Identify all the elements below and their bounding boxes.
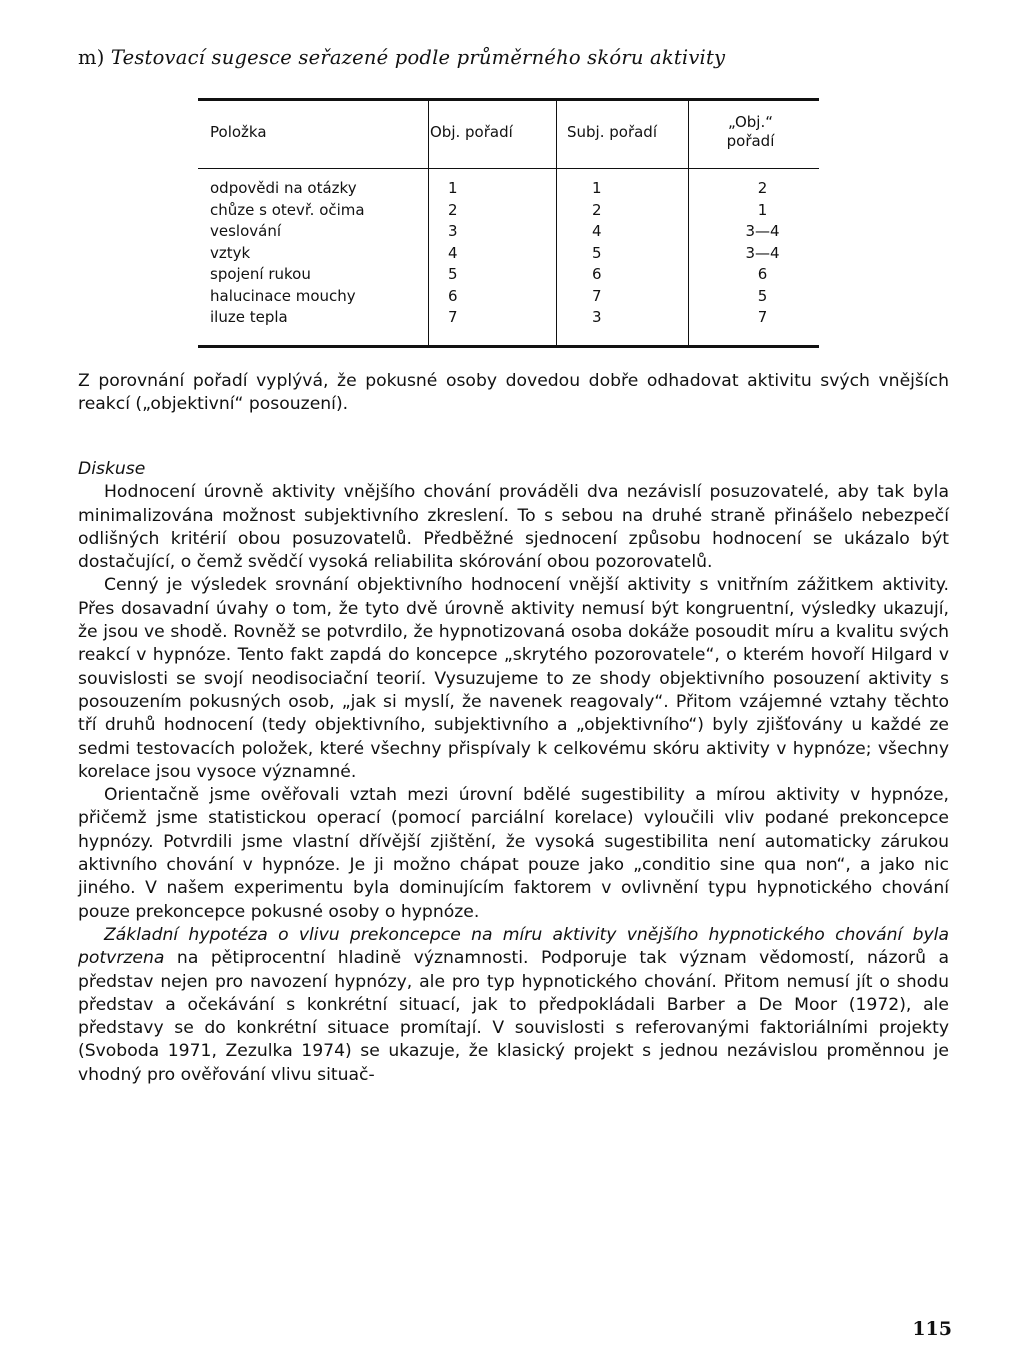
cell-obj: 3 xyxy=(448,222,458,240)
cell-subj: 5 xyxy=(592,243,602,262)
cell-quoted: 3—4 xyxy=(745,243,780,262)
conclusion-block xyxy=(78,370,949,417)
cell-obj: 7 xyxy=(448,308,458,326)
table-row xyxy=(198,264,819,286)
table-header-rule xyxy=(198,168,819,169)
discussion-paragraph-4 xyxy=(78,924,949,1087)
table-row xyxy=(198,200,819,222)
heading-title: Testovací sugesce seřazené podle průměrného skóru aktivity xyxy=(110,46,726,69)
header-quoted-obj-line1: „Obj.“ xyxy=(728,113,773,131)
cell-subj: 2 xyxy=(592,200,602,219)
cell-subj: 7 xyxy=(592,286,602,305)
header-subj-rank: Subj. pořadí xyxy=(567,123,657,141)
table-heading xyxy=(78,46,978,69)
discussion-paragraph-3: Orientačně jsme ověřovali vztah mezi úrovní bdělé sugestibility a mírou aktivity v hypnóze, přičemž jsme statistickou operací (pomocí parciální korelace) vyloučili vliv podané prekoncepce hypnózy. Potvrdili jsme vlastní dřívější zjištění, že vysoká sugestibilita není automaticky zárukou aktivního chování v hypnóze. Je ji možno chápat pouze jako „conditio sine qua non“, a jako nic jiného. V našem experimentu byla dominujícím faktorem v ovlivnění typu hypnotického chování pouze prekoncepce pokusné osoby o hypnóze. xyxy=(78,785,949,922)
table-row xyxy=(198,243,819,265)
header-obj-rank: Obj. pořadí xyxy=(430,123,513,141)
cell-obj: 1 xyxy=(448,179,458,197)
section-title: Diskuse xyxy=(78,459,146,479)
cell-obj: 5 xyxy=(448,265,458,283)
conclusion-paragraph: Z porovnání pořadí vyplývá, že pokusné osoby dovedou dobře odhadovat aktivitu svých vnějších reakcí („objektivní“ posouzení). xyxy=(78,371,949,415)
cell-item: vztyk xyxy=(210,243,251,262)
page-number: 115 xyxy=(912,1318,952,1340)
table-row xyxy=(198,307,819,329)
cell-item: veslování xyxy=(210,222,282,240)
cell-quoted: 7 xyxy=(757,308,768,326)
cell-obj: 6 xyxy=(448,286,458,305)
cell-item: spojení rukou xyxy=(210,265,311,283)
discussion-block xyxy=(78,458,949,1087)
discussion-paragraph-2: Cenný je výsledek srovnání objektivního hodnocení vnější aktivity s vnitřním zážitkem aktivity. Přes dosavadní úvahy o tom, že tyto dvě úrovně aktivity nemusí být kongruentní, výsledky ukazují, že jsou ve shodě. Rovněž se potvrdilo, že hypnotizovaná osoba dokáže posoudit míru a kvalitu svých reakcí v hypnóze. Tento fakt zapdá do koncepce „skrytého pozorovatele“, o kterém hovoří Hilgard v souvislosti se svojí neodisociační teorií. Vysuzujeme to ze shody objektivního posouzení aktivity s posouzením pokusných osob, „jak si myslí, že navenek reagovaly“. Přitom vzájemné vztahy těchto tří druhů hodnocení (tedy objektivního, subjektivního a „objektivního“) byly zjišťovány u každé ze sedmi testovacích položek, které všechny přispívaly k celkovému skóru aktivity v hypnóze; všechny korelace jsou vysoce významné. xyxy=(78,575,949,782)
heading-label: m) xyxy=(78,46,105,69)
hypothesis-rest: na pětiprocentní hladině významnosti. Podporuje tak význam vědomostí, názorů a představ nejen pro navození hypnózy, ale pro typ hypnotického chování. Přitom nemusí jít o shodu představ a očekávání s konkrétní situací, jak to předpokládali Barber a De Moor (1972), ale představy se do konkrétní situace promítají. V souvislosti s referovanými faktoriálními projekty (Svoboda 1971, Zezulka 1974) se ukazuje, že klasický projekt s jednou nezávislou proměnnou je vhodný pro ověřování vlivu situač- xyxy=(78,948,949,1085)
table-body xyxy=(198,178,819,329)
table-row xyxy=(198,178,819,200)
cell-subj: 1 xyxy=(592,179,602,197)
cell-quoted: 1 xyxy=(757,200,768,219)
header-quoted-obj-rank xyxy=(688,113,813,151)
ranking-table xyxy=(198,98,819,348)
cell-quoted: 2 xyxy=(757,179,768,197)
cell-obj: 4 xyxy=(448,243,458,262)
hypothesis-emphasis: Základní hypotéza o vlivu prekoncepce na míru aktivity vnějšího hypnotického chování byla potvrzena xyxy=(78,924,949,969)
header-quoted-obj-line2: pořadí xyxy=(726,132,775,150)
cell-subj: 6 xyxy=(592,265,602,283)
cell-subj: 3 xyxy=(592,308,602,326)
discussion-paragraph-1: Hodnocení úrovně aktivity vnějšího chování prováděli dva nezávislí posuzovatelé, aby tak byla minimalizována možnost subjektivního zkreslení. To s sebou na druhé straně přinášelo nebezpečí odlišných kritérií obou posuzovatelů. Předběžné sjednocení způsobu hodnocení se ukázalo být dostačující, o čemž svědčí vysoká reliabilita skórování obou pozorovatelů. xyxy=(78,482,949,573)
cell-quoted: 5 xyxy=(757,286,768,305)
cell-item: odpovědi na otázky xyxy=(210,179,357,197)
cell-item: iluze tepla xyxy=(210,308,288,326)
table-row xyxy=(198,221,819,243)
cell-obj: 2 xyxy=(448,200,458,219)
cell-item: halucinace mouchy xyxy=(210,286,356,305)
header-item: Položka xyxy=(210,123,267,141)
cell-subj: 4 xyxy=(592,222,602,240)
cell-item: chůze s otevř. očima xyxy=(210,200,365,219)
cell-quoted: 3—4 xyxy=(745,222,780,240)
table-row xyxy=(198,286,819,308)
cell-quoted: 6 xyxy=(757,265,768,283)
